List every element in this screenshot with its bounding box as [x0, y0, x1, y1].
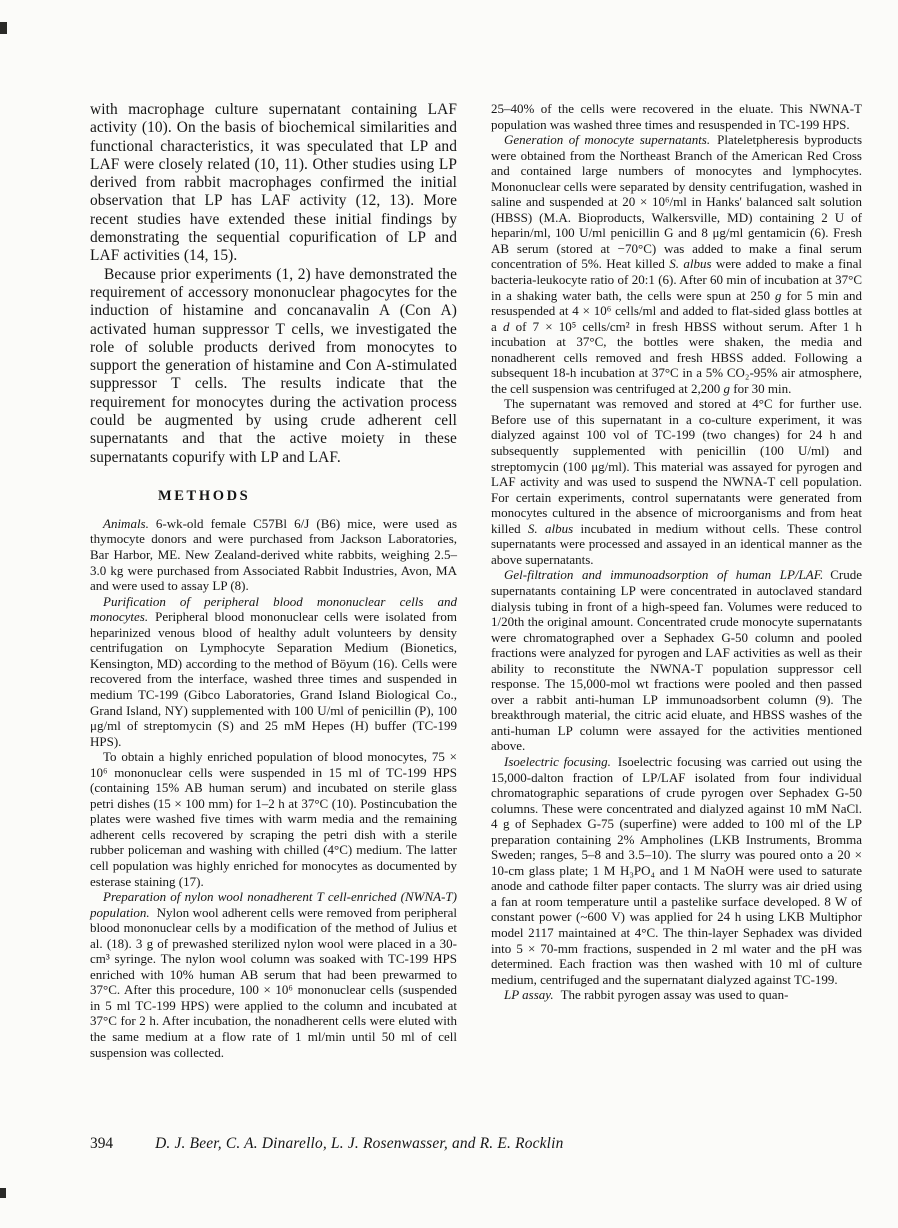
page-number: 394	[90, 1135, 114, 1152]
print-registration-mark	[0, 22, 7, 34]
paragraph-lead-in: Isoelectric focusing.	[504, 753, 611, 769]
paragraph-text: Crude supernatants containing LP were concentrated in autoclaved standard dialysis tubing in front of a high-speed fan. Volumes were reduced to 1/20th the original amount. Concentrated crude monocyte supernatants were chromatographed over a Sephadex G-50 column and pooled fractions were analyzed for pyrogen and LAF activities as well as their ability to reconstitute the NWNA-T population suppressor cell response. The 15,000-mol wt fractions were pooled and then passed over a rabbit anti-human LP immunoadsorbent column (9). The breakthrough material, the citric acid eluate, and HBSS washes of the anti-human LP column were assayed for the activities mentioned above.	[491, 567, 862, 754]
paragraph-text: Peripheral blood mononuclear cells were isolated from heparinized venous blood of healthy adult volunteers by density centrifugation on Lymphocyte Separation Medium (Bionetics, Kensington, MD) according to the method of Böyum (16). Cells were recovered from the interface, washed three times and suspended in medium TC-199 (Gibco Laboratories, Grand Island Biological Co., Grand Island, NY) supplemented with 100 U/ml of penicillin (P), 100 μg/ml of streptomycin (S) and 25 mM Hepes (H) buffer (TC-199 HPS).	[90, 609, 457, 749]
paragraph	[491, 987, 862, 1003]
paragraph	[491, 567, 862, 754]
introduction-section	[90, 101, 457, 467]
paragraph-lead-in: LP assay.	[504, 987, 554, 1003]
paragraph-lead-in: Gel-filtration and immunoadsorption of human LP/LAF.	[504, 567, 824, 583]
paragraph-lead-in: Purification of peripheral blood mononuclear cells and monocytes.	[90, 593, 457, 625]
paragraph-text: The rabbit pyrogen assay was used to quan-	[560, 987, 789, 1003]
paragraph-text: Isoelectric focusing was carried out using the 15,000-dalton fraction of LP/LAF isolated from four individual chromatographic separations of crude pyrogen over Sephadex G-50 columns. These were concentrated and dialyzed against 10 mM NaCl. 4 g of Sephadex G-75 (superfine) were added to 100 ml of the LP preparation containing 2% Ampholines (LKB Instruments, Bromma Sweden; ranges, 5–8 and 3.5–10). The slurry was poured onto a 20 × 10-cm glass plate; 1 M H₃PO₄ and 1 M NaOH were used to saturate anode and cathode filter paper contacts. The slurry was air dried using a fan at room temperature until a pastelike surface developed. 8 W of constant power (~600 V) was applied for 24 h using LKB Multiphor model 2117 maintained at 4°C. The thin-layer Sephadex was divided into 5 × 70-mm fractions, suspended in 2 ml water and the pH was determined. Each fraction was then washed with 10 ml of culture medium, centrifuged and the supernatant dialyzed against TC-199.	[491, 753, 862, 987]
paragraph	[491, 754, 862, 987]
paragraph: with macrophage culture supernatant containing LAF activity (10). On the basis of biochemical similarities and functional characteristics, it was speculated that LP and LAF were closely related (10, 11). Other studies using LP derived from rabbit macrophages confirmed the initial observation that LP has LAF activity (12, 13). More recent studies have extended these initial findings by demonstrating the sequential copurification of LP and LAF activities (14, 15).	[90, 101, 457, 265]
paragraph: Because prior experiments (1, 2) have demonstrated the requirement of accessory mononuclear phagocytes for the induction of histamine and concanavalin A (Con A) activated human suppressor T cells, we investigated the role of soluble products derived from monocytes to support the generation of histamine and Con A-stimulated suppressor T cells. The results indicate that the requirement for monocytes during the activation process could be augmented by using crude adherent cell supernatants and that the active moiety in these supernatants copurify with LP and LAF.	[90, 265, 457, 466]
paragraph-text: The supernatant was removed and stored at 4°C for further use. Before use of this supernatant in a co-culture experiment, it was dialyzed against 100 vol of TC-199 (two changes) for 24 h and subsequently supplemented with penicillin (100 U/ml) and streptomycin (100 μg/ml). This material was assayed for pyrogen and LAF activity and was used to suspend the NWNA-T cell population. For certain experiments, control supernatants were generated from monocytes cultured in the absence of microorganisms and from heat killed S. albus incubated in medium without cells. These control supernatants were processed and assayed in an identical manner as the above supernatants.	[491, 396, 862, 567]
paragraph-text: 25–40% of the cells were recovered in the eluate. This NWNA-T population was washed three times and resuspended in TC-199 HPS.	[491, 101, 862, 132]
page-footer	[90, 1135, 564, 1153]
left-column	[90, 101, 457, 1060]
running-authors: D. J. Beer, C. A. Dinarello, L. J. Rosenwasser, and R. E. Rocklin	[155, 1135, 564, 1152]
paragraph	[90, 516, 457, 594]
paragraph	[90, 889, 457, 1060]
print-registration-mark	[0, 1188, 6, 1198]
paragraph-text: Plateletpheresis byproducts were obtained from the Northeast Branch of the American Red Cross and contained large numbers of monocytes and lymphocytes. Mononuclear cells were separated by density centrifugation, washed in saline and suspended at 20 × 10⁶/ml in Hanks' balanced salt solution (HBSS) (M.A. Bioproducts, Walkersville, MD) containing 2 U of heparin/ml, 100 U/ml penicillin G and 8 μg/ml gentamicin (6). Fresh AB serum (stored at −70°C) was added to make a final serum concentration of 5%. Heat killed S. albus were added to make a final bacteria-leukocyte ratio of 20:1 (6). After 60 min of incubation at 37°C in a shaking water bath, the cells were spun at 250 g for 5 min and resuspended at 4 × 10⁶ cells/ml and added to flat-sided glass bottles at a d of 7 × 10⁵ cells/cm² in fresh HBSS without serum. After 1 h incubation at 37°C, the bottles were shaken, the media and nonadherent cells removed and fresh HBSS added. Following a subsequent 18-h incubation at 37°C in a 5% CO₂-95% air atmosphere, the cell suspension was centrifuged at 2,200 g for 30 min.	[491, 132, 863, 396]
right-column	[491, 101, 862, 1003]
paragraph	[491, 101, 862, 132]
paragraph	[491, 132, 862, 396]
paragraph	[90, 594, 457, 749]
paragraph-lead-in: Generation of monocyte supernatants.	[504, 132, 711, 148]
methods-section-heading: METHODS	[158, 487, 251, 504]
paragraph-text: Nylon wool adherent cells were removed from peripheral blood mononuclear cells by a modification of the method of Julius et al. (18). 3 g of prewashed sterilized nylon wool were placed in a 30-cm³ syringe. The nylon wool column was soaked with TC-199 HPS enriched with 10% human AB serum that had been prewarmed to 37°C. After this procedure, 100 × 10⁶ mononuclear cells (suspended in 5 ml TC-199 HPS) were applied to the column and incubated at 37°C for 2 h. After incubation, the nonadherent cells were eluted with the same medium at a flow rate of 1 ml/min until 50 ml of cell suspension was collected.	[90, 904, 457, 1060]
paragraph-lead-in: Preparation of nylon wool nonadherent T cell-enriched (NWNA-T) population.	[90, 889, 457, 920]
methods-section	[90, 516, 457, 1060]
paragraph	[491, 396, 862, 567]
paragraph-lead-in: Animals.	[103, 515, 149, 531]
paragraph	[90, 749, 457, 889]
paragraph-text: To obtain a highly enriched population of blood monocytes, 75 × 10⁶ mononuclear cells were suspended in 15 ml of TC-199 HPS (containing 15% AB human serum) and incubated on sterile glass petri dishes (15 × 100 mm) for 1–2 h at 37°C (10). Postincubation the plates were washed five times with warm media and the remaining adherent cells recovered by scraping the petri dish with a sterile rubber policeman and washing with chilled (4°C) medium. The latter cell population was highly enriched for monocytes as documented by esterase staining (17).	[90, 749, 457, 889]
paragraph-text: 6-wk-old female C57Bl 6/J (B6) mice, were used as thymocyte donors and were purchased from Jackson Laboratories, Bar Harbor, ME. New Zealand-derived white rabbits, weighing 2.5–3.0 kg were purchased from Associated Rabbit Industries, Avon, MA and were used to assay LP (8).	[90, 515, 457, 594]
